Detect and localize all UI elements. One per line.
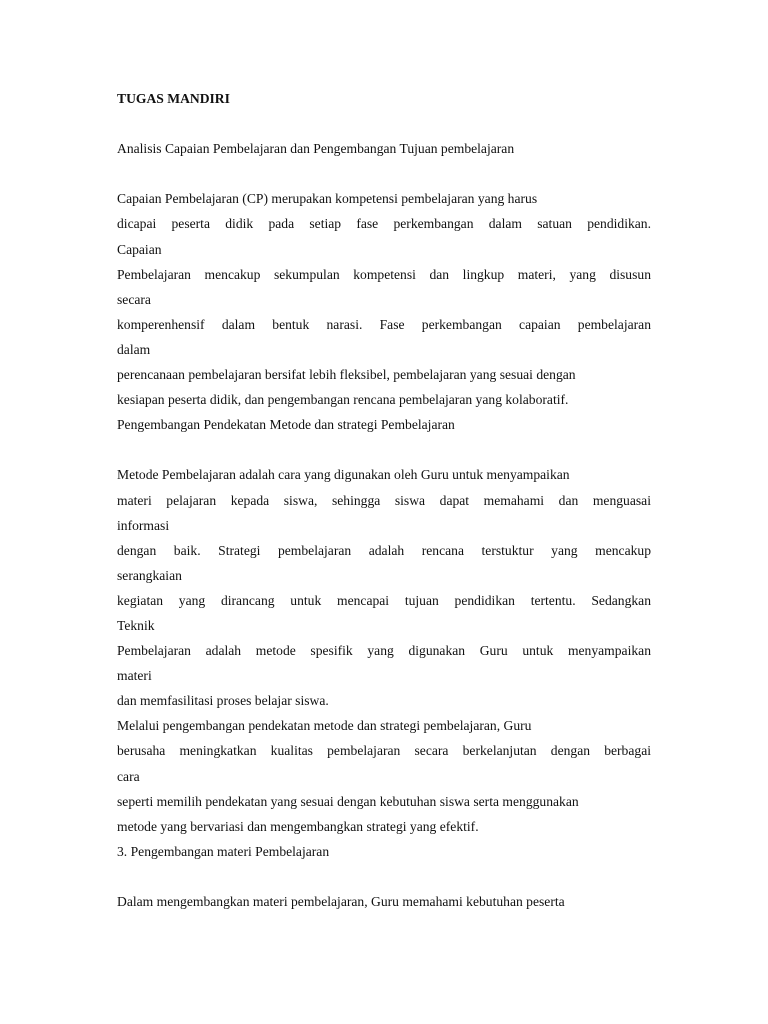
text-line: Teknik — [117, 617, 155, 633]
text-line: dicapai peserta didik pada setiap fase perkembangan dalam satuan pendidikan. — [117, 216, 651, 232]
text-line: dengan baik. Strategi pembelajaran adalah rencana terstuktur yang mencakup — [117, 542, 651, 558]
text-line: Pembelajaran mencakup sekumpulan kompetensi dan lingkup materi, yang disusun — [117, 266, 651, 282]
text-line: Dalam mengembangkan materi pembelajaran, Guru memahami kebutuhan peserta — [117, 894, 565, 909]
text-line: Pengembangan Pendekatan Metode dan strategi Pembelajaran — [117, 417, 455, 433]
text-line: materi pelajaran kepada siswa, sehingga siswa dapat memahami dan menguasai — [117, 492, 651, 508]
blank-line — [117, 111, 651, 136]
text-line: Pembelajaran adalah metode spesifik yang digunakan Guru untuk menyampaikan — [117, 643, 651, 659]
text-line: dalam — [117, 341, 151, 357]
document-title: TUGAS MANDIRI — [117, 91, 230, 106]
text-line: komperenhensif dalam bentuk narasi. Fase perkembangan capaian pembelajaran — [117, 316, 651, 332]
document-body — [117, 86, 651, 914]
text-line: serangkaian — [117, 567, 182, 583]
text-line: berusaha meningkatkan kualitas pembelajaran secara berkelanjutan dengan berbagai — [117, 743, 651, 759]
text-line: informasi — [117, 517, 170, 533]
text-line: seperti memilih pendekatan yang sesuai dengan kebutuhan siswa serta menggunakan — [117, 793, 579, 809]
blank-line — [117, 161, 651, 186]
text-line: Melalui pengembangan pendekatan metode dan strategi pembelajaran, Guru — [117, 718, 532, 734]
text-line: Analisis Capaian Pembelajaran dan Pengembangan Tujuan pembelajaran — [117, 141, 515, 157]
text-line: metode yang bervariasi dan mengembangkan strategi yang efektif. — [117, 818, 479, 834]
text-line: cara — [117, 768, 140, 784]
text-line: materi — [117, 668, 152, 684]
text-line: kesiapan peserta didik, dan pengembangan rencana pembelajaran yang kolaboratif. — [117, 392, 569, 408]
text-line: secara — [117, 291, 151, 307]
blank-line — [117, 437, 651, 462]
text-line: Capaian Pembelajaran (CP) merupakan kompetensi pembelajaran yang harus — [117, 191, 538, 207]
text-line: perencanaan pembelajaran bersifat lebih fleksibel, pembelajaran yang sesuai dengan — [117, 367, 576, 383]
text-line: kegiatan yang dirancang untuk mencapai tujuan pendidikan tertentu. Sedangkan — [117, 592, 651, 608]
text-line: dan memfasilitasi proses belajar siswa. — [117, 693, 329, 709]
blank-line — [117, 864, 651, 889]
text-line: Metode Pembelajaran adalah cara yang digunakan oleh Guru untuk menyampaikan — [117, 467, 570, 483]
text-line: Capaian — [117, 241, 162, 257]
text-line: 3. Pengembangan materi Pembelajaran — [117, 843, 330, 859]
